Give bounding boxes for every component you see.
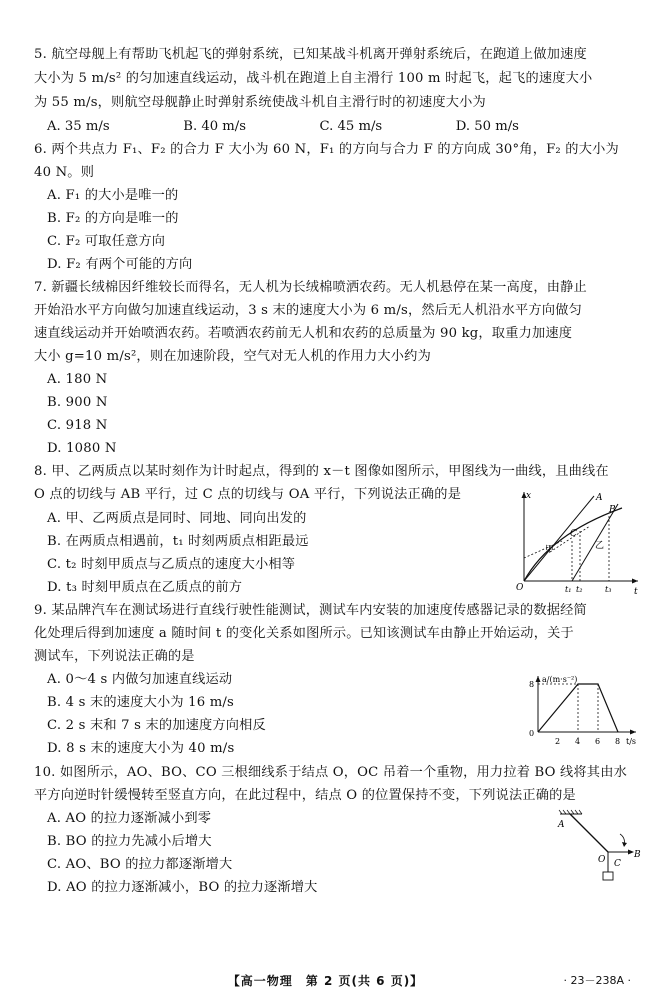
q8-line-oa [524, 496, 594, 581]
q10-option-c: C. AO、BO 的拉力都逐渐增大 [47, 857, 233, 872]
q8-line-2: O 点的切线与 AB 平行，过 C 点的切线与 OA 平行，下列说法正确的是 [34, 487, 462, 502]
q10-label-b: B [634, 850, 641, 860]
q5-option-a: A. 35 m/s [47, 119, 110, 134]
page-footer: 【高一物理 第 2 页(共 6 页)】 [227, 974, 424, 988]
q10-label-c: C [614, 859, 621, 869]
q8-label-t1: t₁ [565, 585, 572, 594]
q10-line-1: 10. 如图所示，AO、BO、CO 三根细线系于结点 O，OC 吊着一个重物，用力拉着 BO 线将其由水 [34, 765, 627, 780]
q9-option-c: C. 2 s 末和 7 s 末的加速度方向相反 [47, 718, 266, 733]
q7-line-4: 大小 g=10 m/s²，则在加速阶段，空气对无人机的作用力大小约为 [34, 349, 431, 364]
q8-jia-curve [524, 508, 622, 581]
q7-option-a: A. 180 N [47, 372, 108, 387]
q6-line-1: 6. 两个共点力 F₁、F₂ 的合力 F 大小为 60 N，F₁ 的方向与合力 F 的方向成 30°角，F₂ 的大小为 [34, 142, 619, 157]
q10-option-a: A. AO 的拉力逐渐减小到零 [47, 811, 212, 826]
q9-label-0: 0 [529, 729, 535, 738]
q7-option-d: D. 1080 N [47, 441, 117, 456]
q10-weight [603, 872, 613, 880]
q5-line-1: 5. 航空母舰上有帮助飞机起飞的弹射系统，已知某战斗机离开弹射系统后，在跑道上做加速度 [34, 47, 587, 62]
q10-option-b: B. BO 的拉力先减小后增大 [47, 834, 212, 849]
q8-t-arrow [632, 579, 638, 584]
q7-option-b: B. 900 N [47, 395, 108, 410]
q6-option-b: B. F₂ 的方向是唯一的 [47, 211, 179, 226]
q10-option-d: D. AO 的拉力逐渐减小，BO 的拉力逐渐增大 [47, 880, 318, 895]
q8-xt-graph [510, 486, 642, 598]
q8-label-a: A [596, 493, 603, 503]
q5-option-c: C. 45 m/s [319, 119, 383, 134]
q9-line-2: 化处理后得到加速度 a 随时间 t 的变化关系如图所示。已知该测试车由静止开始运动，关于 [34, 626, 574, 641]
q8-label-jia: 甲 [545, 545, 555, 555]
q9-line-1: 9. 某品牌汽车在测试场进行直线行驶性能测试，测试车内安装的加速度传感器记录的数据经简 [34, 603, 587, 618]
q8-label-c: C [570, 529, 577, 539]
q7-line-2: 开始沿水平方向做匀加速直线运动，3 s 末的速度大小为 6 m/s，然后无人机沿水平方向做匀 [34, 303, 582, 318]
q6-line-2: 40 N。则 [34, 165, 95, 180]
q8-label-t2: t₂ [576, 585, 583, 594]
q9-tick-8: 8 [615, 737, 621, 746]
q5-options [47, 118, 592, 136]
q9-tick-2: 2 [555, 737, 561, 746]
q9-at-graph [520, 670, 648, 752]
q5-option-d: D. 50 m/s [455, 119, 519, 134]
q7-line-3: 速直线运动并开始喷洒农药。若喷洒农药前无人机和农药的总质量为 90 kg，取重力加速度 [34, 326, 573, 341]
q8-label-t: t [634, 587, 638, 597]
exam-code: · 23－238A · [563, 974, 631, 987]
q8-option-b: B. 在两质点相遇前，t₁ 时刻两质点相距最远 [47, 534, 309, 549]
q9-label-t: t/s [626, 737, 637, 746]
q8-label-o: O [516, 583, 524, 593]
q8-option-d: D. t₃ 时刻甲质点在乙质点的前方 [47, 580, 243, 595]
q9-tick-4: 4 [575, 737, 581, 746]
q7-line-1: 7. 新疆长绒棉因纤维较长而得名，无人机为长绒棉喷洒农药。无人机悬停在某一高度，由静止 [34, 280, 587, 295]
q10-label-a: A [558, 820, 565, 830]
q6-option-d: D. F₂ 有两个可能的方向 [47, 257, 193, 272]
q8-option-c: C. t₂ 时刻甲质点与乙质点的速度大小相等 [47, 557, 296, 572]
q9-label-a: a/(m·s⁻²) [542, 675, 578, 684]
q9-t-arrow [630, 730, 636, 735]
q8-label-x: x [526, 491, 532, 501]
q9-option-a: A. 0～4 s 内做匀加速直线运动 [47, 672, 233, 687]
q10-line-2: 平方向逆时针缓慢转至竖直方向，在此过程中，结点 O 的位置保持不变，下列说法正确的是 [34, 788, 576, 803]
q8-label-b: B [609, 505, 616, 515]
q9-label-8: 8 [529, 680, 535, 689]
q6-option-c: C. F₂ 可取任意方向 [47, 234, 166, 249]
q5-line-3: 为 55 m/s，则航空母舰静止时弹射系统使战斗机自主滑行时的初速度大小为 [34, 95, 486, 110]
q10-ceiling-hatch [559, 810, 582, 814]
q9-line-3: 测试车，下列说法正确的是 [34, 649, 195, 664]
q10-node-figure [550, 808, 645, 888]
q5-line-2: 大小为 5 m/s² 的匀加速直线运动，战斗机在跑道上自主滑行 100 m 时起飞，起飞的速度大小 [34, 71, 593, 86]
q8-label-t3: t₃ [605, 585, 612, 594]
q10-line-ao [570, 814, 608, 852]
q5-option-b: B. 40 m/s [183, 119, 247, 134]
q9-a-arrow [536, 676, 541, 682]
q9-option-b: B. 4 s 末的速度大小为 16 m/s [47, 695, 235, 710]
q9-tick-6: 6 [595, 737, 601, 746]
q7-option-c: C. 918 N [47, 418, 108, 433]
q9-option-d: D. 8 s 末的速度大小为 40 m/s [47, 741, 235, 756]
q8-label-yi: 乙 [595, 541, 605, 551]
q8-line-1: 8. 甲、乙两质点以某时刻作为计时起点，得到的 x－t 图像如图所示，甲图线为一曲线，且曲线在 [34, 464, 609, 479]
q6-option-a: A. F₁ 的大小是唯一的 [47, 188, 179, 203]
q8-option-a: A. 甲、乙两质点是同时、同地、同向出发的 [47, 511, 307, 526]
q10-rotation-arrow [622, 842, 627, 847]
q10-label-o: O [598, 855, 606, 865]
